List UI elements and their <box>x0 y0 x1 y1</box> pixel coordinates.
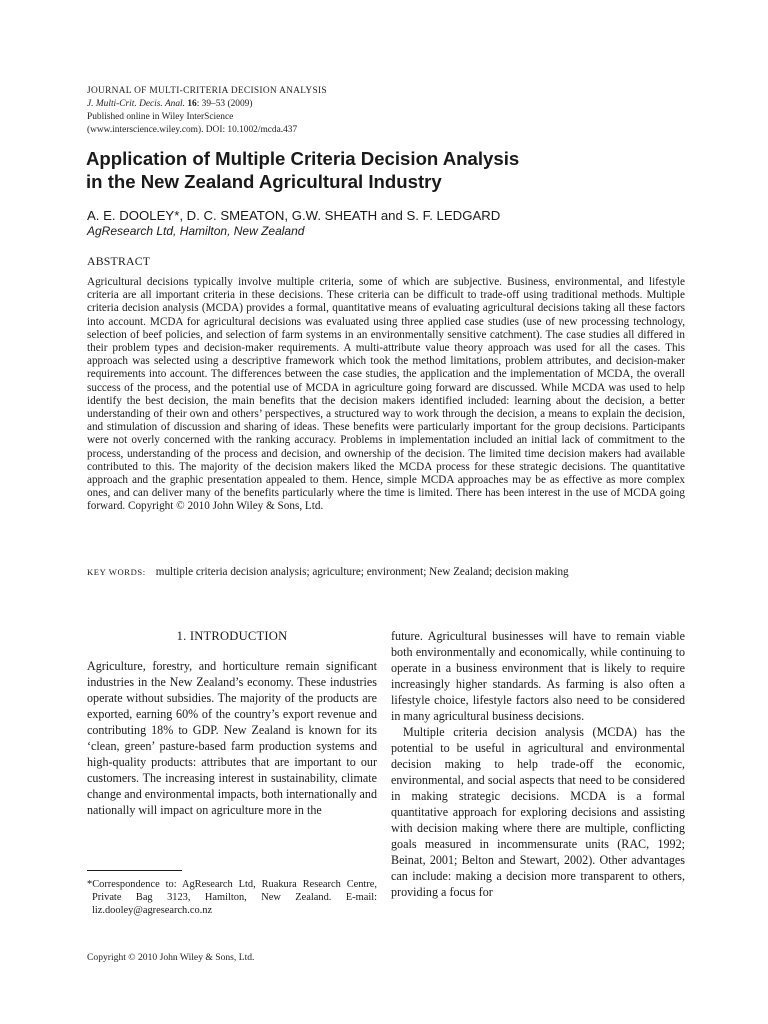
footnote-text: *Correspondence to: AgResearch Ltd, Ruakura Research Centre, Private Bag 3123, Hamilton, New Zealand. E-mail: liz.dooley@agresearch.co.nz <box>87 879 377 916</box>
journal-header <box>87 85 647 137</box>
intro-paragraph-2: Multiple criteria decision analysis (MCDA) has the potential to be useful in agricultural and environmental decision making to help trade-off the economic, environmental, and social aspects that need to be considered in making strategic decisions. MCDA is a formal quantitative approach for exploring decisions and assisting with decision making where there are multiple, conflicting goals measured in incommensurate units (RAC, 1992; Beinat, 2001; Belton and Stewart, 2002). Other advantages can include: making a decision more transparent to others, providing a focus for <box>391 725 685 899</box>
abstract-heading: ABSTRACT <box>87 254 151 268</box>
keywords <box>87 565 687 579</box>
article-title <box>86 147 686 193</box>
published-online: Published online in Wiley InterScience <box>87 112 234 122</box>
citation-pages: : 39–53 (2009) <box>196 99 253 109</box>
authors: A. E. DOOLEY*, D. C. SMEATON, G.W. SHEATH and S. F. LEDGARD <box>87 208 501 223</box>
intro-paragraph-1: Agriculture, forestry, and horticulture remain significant industries in the New Zealand’s economy. These industries operate without subsidies. The majority of the products are exported, earning 60% of the country’s export revenue and contributing 18% to GDP. New Zealand is known for its ‘clean, green’ pasture-based farm production systems and high-quality products: attributes that are important to our customers. The increasing interest in sustainability, climate change and environmental impacts, both internationally and nationally will impact on agriculture more in the <box>87 659 377 817</box>
correspondence-footnote <box>87 878 377 917</box>
title-line-1: Application of Multiple Criteria Decision Analysis <box>86 148 520 169</box>
keywords-text: multiple criteria decision analysis; agriculture; environment; New Zealand; decision making <box>155 566 569 578</box>
affiliation: AgResearch Ltd, Hamilton, New Zealand <box>87 224 305 238</box>
footnote-divider <box>87 870 182 871</box>
intro-paragraph-1-continued: future. Agricultural businesses will have to remain viable both environmentally and economically, while continuing to operate in a business environment that is likely to require increasingly higher standards. As farming is also often a lifestyle choice, lifestyle factors also need to be considered in many agricultural business decisions. <box>391 629 685 723</box>
right-column <box>391 628 685 900</box>
title-line-2: in the New Zealand Agricultural Industry <box>86 171 442 192</box>
citation <box>87 98 647 111</box>
citation-abbrev: J. Multi-Crit. Decis. Anal. <box>87 99 185 109</box>
abstract-body: Agricultural decisions typically involve multiple criteria, some of which are subjective. Business, environmental, and lifestyle criteria are all important criteria in these decisions. These criteria can be difficult to trade-off using traditional methods. Multiple criteria decision analysis (MCDA) provides a formal, quantitative means of evaluating agricultural decisions taking all these factors into account. MCDA for agricultural decisions was evaluated using three applied case studies (use of new processing technology, selection of beef policies, and selection of farm systems in an environmentally sensitive catchment). The case studies all differed in their problem types and decision-maker requirements. A multi-attribute value theory approach was used for all the cases. This approach was selected using a descriptive framework which took the method limitations, problem attributes, and decision-maker requirements into account. The differences between the case studies, the application and the implementation of MCDA, the overall success of the process, and the potential use of MCDA in agriculture going forward are discussed. While MCDA was used to help identify the best decision, the main benefits that the decision makers identified included: learning about the decision, a better understanding of their own and others’ perspectives, a structured way to work through the decision, a means to explain the decision, and stimulation of discussion and sharing of ideas. These benefits were particularly important for the group decisions. Participants were not overly concerned with the ranking accuracy. Problems in implementation included an initial lack of commitment to the process, understanding of the process and decision, and ownership of the decision. The limited time decision makers had available contributed to this. The majority of the decision makers liked the MCDA process for these strategic decisions. The quantitative approach and the graphic presentation appealed to them. Hence, simple MCDA approaches may be as effective as more complex ones, and can deliver many of the benefits particularly where the time is limited. There has been interest in the use of MCDA going forward. Copyright © 2010 John Wiley & Sons, Ltd. <box>87 276 685 513</box>
section-heading: 1. INTRODUCTION <box>176 629 288 643</box>
journal-name: JOURNAL OF MULTI-CRITERIA DECISION ANALYSIS <box>87 86 327 96</box>
left-column <box>87 628 377 818</box>
citation-volume: 16 <box>187 99 197 109</box>
doi-line: (www.interscience.wiley.com). DOI: 10.1002/mcda.437 <box>87 125 298 135</box>
page-copyright: Copyright © 2010 John Wiley & Sons, Ltd. <box>87 952 255 963</box>
keywords-label: KEY WORDS: <box>87 567 146 577</box>
